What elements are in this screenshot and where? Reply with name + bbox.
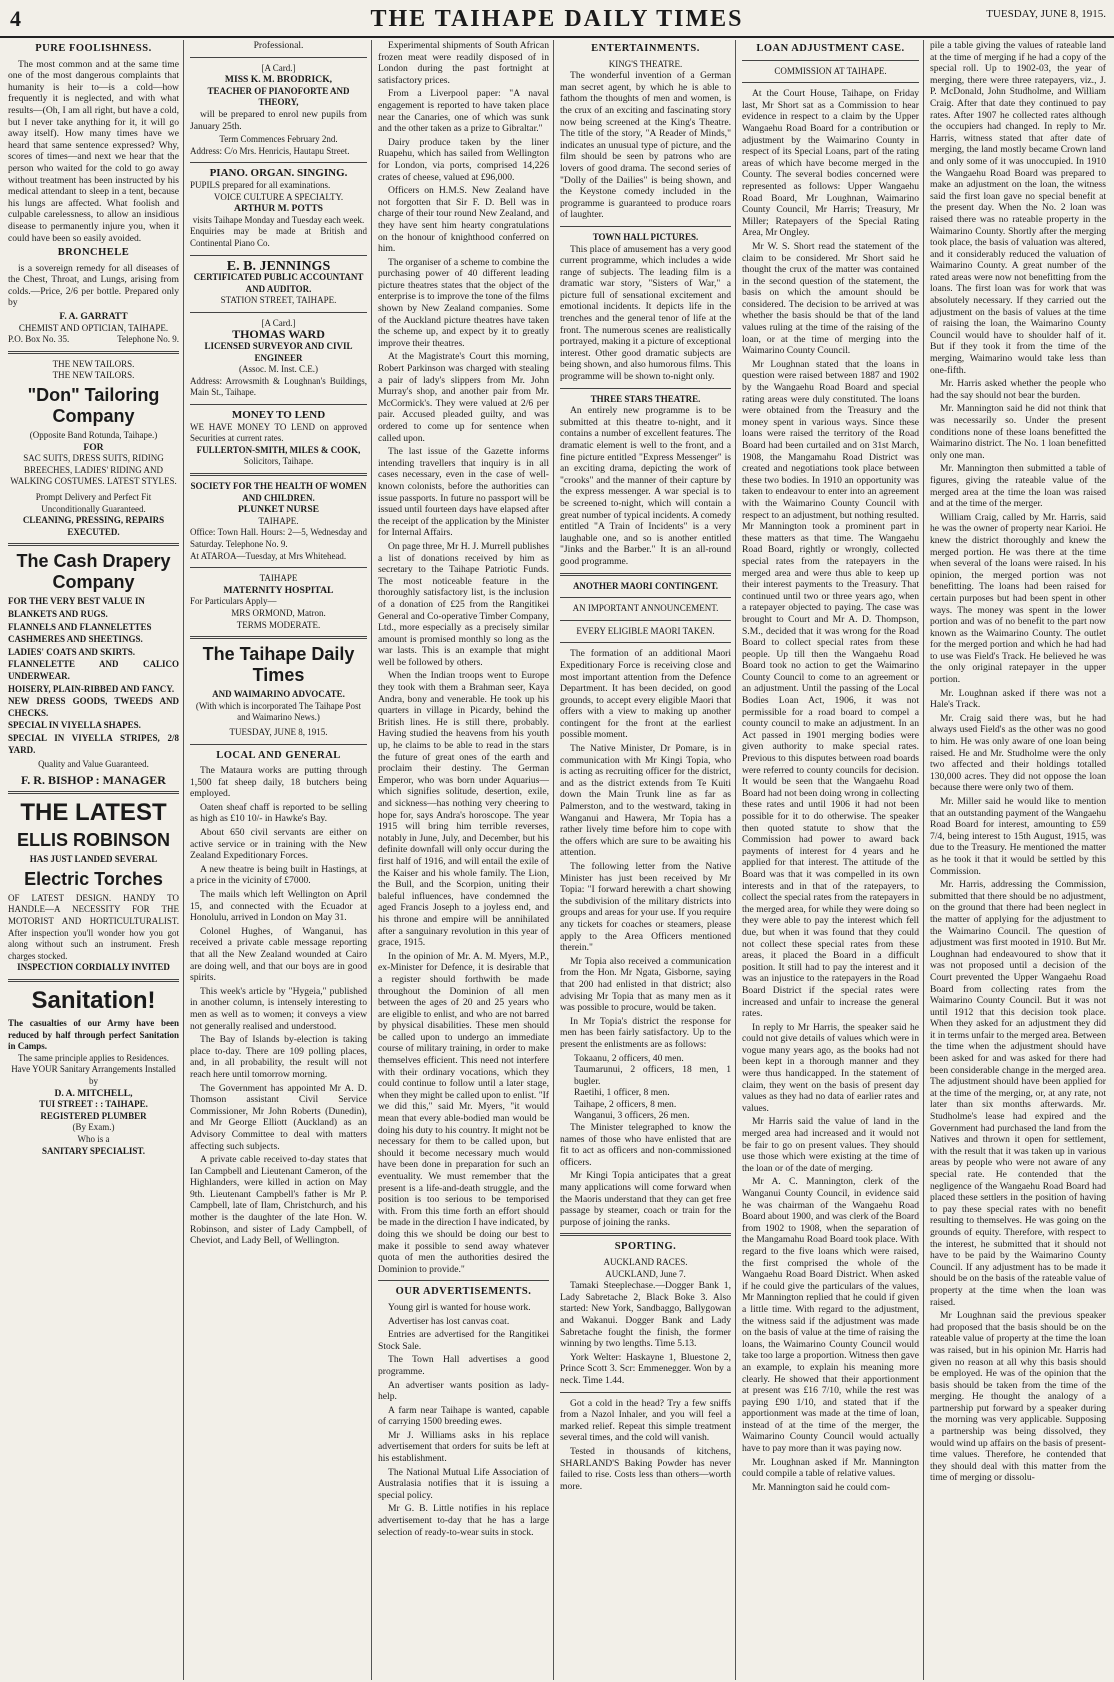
card-term: Term Commences February 2nd. xyxy=(219,134,338,145)
ad-summary: Entries are advertised for the Rangitikei Stock Sale. xyxy=(378,1329,549,1352)
loan-paragraph: At the Court House, Taihape, on Friday last, Mr Short sat as a Commission to hear evidence in respect to a claim by the Upper Wangaehu Road Board for a contribution or adjustment by the Waimarino County in respect of its Special Loans, part of the rating areas of which have become merged in the County. The several bodies concerned were represented as follows: Upper Wangaehu Road Board, Mr Loughnan, Waimarino County Council, Mr Harris; Treasury, Mr Miller; Ratepayers of the Special Rating Area, Mr Ongley. xyxy=(742,88,919,239)
maori-paragraph: The Native Minister, Dr Pomare, is in communication with Mr Kingi Topia, who is acting as recruiting officer for the district, and as the district extends from Te Kuiti down the Main Trunk line as far as Palmerston, and to the westward, taking in Wanganui and Hawera, Mr Topia has a rather lively time before him to cope with the offers which are sure to be awaiting his attention. xyxy=(560,743,731,859)
races-title: AUCKLAND RACES. xyxy=(603,1257,688,1267)
music-voice: VOICE CULTURE A SPECIALTY. xyxy=(213,191,344,202)
kings-theatre-body: The wonderful invention of a German man secret agent, by which he is able to fathom the thoughts of men and women, is the crux of an exciting and fascinating story now being screened at the King's Theatre. The title of the story, "A Reader of Minds," indicates an unusual type of picture, and the film should be seen by patrons who are lovers of good drama. The second series of "Dolly of the Dailies" is being shown, and the Keystone comedy included in the programme is guaranteed to produce roars of laughter. xyxy=(560,70,731,221)
news-item: The last issue of the Gazette informs intending travellers that inquiry is in all cases necessary, even in the case of well-known colonists, before the authorities can issue passports. In future no passport will be issued until fourteen days have elapsed after the receipt of the application by the Minister for Internal Affairs. xyxy=(378,446,549,539)
local-item: A private cable received to-day states that Ian Campbell and Lieutenant Cameron, of the Highlanders, were killed in action on May 9th. Lieutenant Campbell's father is Mr P. Campbell, late of Ilam, Christchurch, and his mother is the daughter of the late Hon. W. Robinson, and sister of Lady Campbell, of Cheviot, and Lady Bell, of Wellington. xyxy=(190,1154,367,1247)
ad-summary: The Town Hall advertises a good programme. xyxy=(378,1354,549,1377)
plumber-street: TUI STREET : : TAIHAPE. xyxy=(39,1099,148,1110)
divider xyxy=(8,791,179,794)
sanitation-body: The casualties of our Army have been reduced by half through perfect Sanitation in Camps. xyxy=(8,1018,179,1052)
sporting-title: SPORTING. xyxy=(614,1241,677,1253)
po-box: P.O. Box No. 35. xyxy=(8,334,70,345)
loan-paragraph: Mr. Miller said he would like to mention that an outstanding payment of the Wangaehu Road Board for interest, amounting to £59 7/4, being interest to 15th August, 1915, was due to the Treasury. He mentioned the matter as he took it that it would be settled by this Commission. xyxy=(930,796,1106,877)
kings-theatre-title: KING'S THEATRE. xyxy=(608,58,683,69)
divider xyxy=(8,543,179,546)
torches-title: Electric Torches xyxy=(24,868,163,889)
divider xyxy=(8,351,179,354)
chemist-name: F. A. GARRATT xyxy=(59,311,128,323)
music-visits: visits Taihape Monday and Tuesday each week. xyxy=(192,214,365,225)
paper-title: The Taihape Daily Times xyxy=(202,644,355,686)
ad-text: is a sovereign remedy for all diseases of the Chest, Throat, and Lungs, arising from colds.—Price, 2/6 per bottle. Prepared only by xyxy=(8,262,179,309)
accountant-role: CERTIFICATED PUBLIC ACCOUNTANT AND AUDITOR. xyxy=(193,272,364,294)
latest-title: THE LATEST xyxy=(20,799,167,827)
divider xyxy=(190,255,367,256)
nurse-office: Office: Town Hall. Hours: 2—5, Wednesday and Saturday. Telephone No. 9. xyxy=(190,527,367,549)
surveyor-role: LICENSED SURVEYOR AND CIVIL ENGINEER xyxy=(204,341,353,363)
loan-paragraph: Mr. Loughnan asked if there was not a Hale's Track. xyxy=(930,687,1106,711)
plumber-specialist: SANITARY SPECIALIST. xyxy=(41,1145,146,1156)
divider xyxy=(560,1392,731,1393)
surveyor-name: THOMAS WARD xyxy=(232,327,325,342)
maori-list-item: Raetihi, 1 officer, 8 men. xyxy=(574,1087,670,1099)
maori-list-item: Wanganui, 3 officers, 26 men. xyxy=(574,1110,690,1122)
local-item: Oaten sheaf chaff is reported to be selling as high as £10 10/- in Hawke's Bay. xyxy=(190,801,367,825)
maori-list xyxy=(560,1053,731,1123)
sanitation-same: The same principle applies to Residences. xyxy=(18,1052,169,1063)
money-title: MONEY TO LEND xyxy=(231,409,326,422)
maternity-matron: MRS ORMOND, Matron. xyxy=(231,607,326,618)
drapery-quality: Quality and Value Guaranteed. xyxy=(38,759,149,770)
professional-heading: Professional. xyxy=(253,40,304,51)
divider xyxy=(560,226,731,227)
telephone: Telephone No. 9. xyxy=(117,334,179,345)
card-text: will be prepared to enrol new pupils from January 25th. xyxy=(190,108,367,132)
town-hall-title: TOWN HALL PICTURES. xyxy=(592,231,699,242)
news-item: When the Indian troops went to Europe they took with them a Brahman seer, Kaya Andra, bony and venerable. He took up his quarters in village in Picardy, behind the British lines. He is still there, probably. Having studied the heavens from his youth up, he claims to be able to read in the stars the future of great ones of the earth and proclaim their destiny. The German Emperor, who was born under Aquarius—which signifies solitude, desertion, exile, and sickness—has nothing very cheering to hope for, says Andra's horoscope. The year 1915 will bring him terrible reverses, notably in June, July, and December, but his definite downfall will only occur during the first half of 1916, and will entail the exile of the Kaiser and his whole family. The Lion, the Bull, and the Scorpion, uniting their baleful influences, have condemned the aged Francis Joseph to a joyless end, and his throne and empire will be annihilated after a sanguinary revolution in this year of grace, 1915. xyxy=(378,670,549,949)
ad-summary: A farm near Taihape is wanted, capable of carrying 1500 breeding ewes. xyxy=(378,1404,549,1428)
surveyor-assoc: (Assoc. M. Inst. C.E.) xyxy=(239,364,318,375)
local-item: This week's article by "Hygeia," published in another column, is intensely interesting to men as well as to women; it conveys a view not generally realised and understood. xyxy=(190,985,367,1032)
local-general-title: LOCAL AND GENERAL xyxy=(216,749,341,761)
tailors-prompt: Prompt Delivery and Perfect Fit Unconditionally Guaranteed. xyxy=(35,492,152,514)
baking-powder-ad: Tested in thousands of kitchens, SHARLAND'S Baking Powder has never failed to rise. Costs less than others—worth more. xyxy=(560,1445,731,1492)
nurse-title: PLUNKET NURSE xyxy=(237,504,320,516)
nurse-town: TAIHAPE. xyxy=(258,515,299,526)
drapery-item: SPECIAL IN VIYELLA SHAPES. xyxy=(8,720,141,731)
divider xyxy=(190,473,367,476)
news-item: The organiser of a scheme to combine the purchasing power of 40 different leading picture theatres states that the object of the enterprise is to improve the tone of the films shown by New Zealand companies. Some of the Auckland picture theatres have taken the scheme up, and expect by it to greatly improve their theatres. xyxy=(378,256,549,349)
ad-summary: Mr G. B. Little notifies in his replace advertisement to-day that he has a large selection of ready-to-wear suits in stock. xyxy=(378,1503,549,1538)
ellis-robinson: ELLIS ROBINSON xyxy=(16,830,170,851)
local-item: The Mataura works are putting through 1,500 fat sheep daily, 18 butchers being employed. xyxy=(190,765,367,800)
accountant-name: E. B. JENNINGS xyxy=(226,258,331,274)
sanitation-have: Have YOUR Sanitary Arrangements Installed by xyxy=(11,1064,176,1086)
column-6 xyxy=(926,40,1110,1680)
loan-paragraph: William Craig, called by Mr. Harris, said he was the owner of property near Karioi. He knew the district thoroughly and knew the merged portion. He was there at the time when several of the loans were raised. In his opinion, the merged portion was not benefitting. The loans had been raised for certain purposes but had been spent in other ways. The money was spent in the lower portion and was of no benefit to the part now known as the Waimarino County. The outlet for the merged portion and which he had had to use was Field's Track. He believed he was the only original ratepayer in the upper portion. xyxy=(930,511,1106,686)
loan-paragraph: Mr W. S. Short read the statement of the claim to be considered. Mr Short said he thought the crux of the matter was contained in the second question of the statement, the basis on which the amount should be considered. The decision to be arrived at was whether the basis should be that of the land values ruling at the time of the raising of the loan, or at the time of merging into the Waimarino County Council. xyxy=(742,240,919,357)
three-stars-body: An entirely new programme is to be submitted at this theatre to-night, and it contains a number of excellent features. The dramatic element is well to the front, and a fine picture entitled "Express Messenger" is an exciting drama, depicting the work of "crooks" and the manner of their capture by the express messenger. A war special is to be screened to-night, which will contain a great number of typical incidents. A comedy entitled "A Train of Incidents" is a very laughable one, and so is another entitled "Jinks and the Barber." It is an all-round good programme. xyxy=(560,405,731,567)
tailoring-company-title: "Don" Tailoring Company xyxy=(27,385,160,427)
newspaper-title: THE TAIHAPE DAILY TIMES xyxy=(370,6,744,32)
our-ads-title: OUR ADVERTISEMENTS. xyxy=(395,1286,532,1298)
drapery-item: SPECIAL IN VIYELLA STRIPES, 2/8 YARD. xyxy=(8,732,179,755)
ad-summary: An advertiser wants position as lady-help. xyxy=(378,1379,549,1403)
news-item: At the Magistrate's Court this morning, Robert Parkinson was charged with stealing a pair of lady's slippers from Mr. John Murray's shop, and another pair from Mr. McCormick's. They were valued at 2/6 per pair. Accused pleaded guilty, and was ordered to come up for sentence when called upon. xyxy=(378,351,549,444)
loan-paragraph: Mr. Loughnan asked if Mr. Mannington could compile a table of relative values. xyxy=(742,1456,919,1480)
inhaler-ad: Got a cold in the head? Try a few sniffs from a Nazol Inhaler, and you will feel a marked relief. Repeat this simple treatment several times, and the cold will vanish. xyxy=(560,1397,731,1444)
column-5 xyxy=(738,40,924,1680)
news-item: On page three, Mr H. J. Murrell publishes a list of donations received by him as secretary to the Taihape Patriotic Funds. The most noticeable feature in the thoroughly satisfactory list, is the inclusion of a donation of £25 from the Rangitikei General and Co-operative Timber Company, Ltd., more especially as a precisely similar amount is promised monthly so long as the war lasts. This is an example that might well be followed by others. xyxy=(378,540,549,668)
maori-subtitle: AN IMPORTANT ANNOUNCEMENT. xyxy=(572,603,719,614)
local-item: About 650 civil servants are either on active service or in training with the New Zealand Expeditionary Forces. xyxy=(190,827,367,862)
music-pupils: PUPILS prepared for all examinations. xyxy=(190,179,331,190)
money-firm: FULLERTON-SMITH, MILES & COOK, xyxy=(196,444,361,455)
maori-list-item: Taumarunui, 2 officers, 18 men, 1 bugler. xyxy=(574,1064,731,1087)
column-2 xyxy=(186,40,372,1680)
chemist-line: CHEMIST AND OPTICIAN, TAIHAPE. xyxy=(18,322,169,333)
paper-subtitle: AND WAIMARINO ADVOCATE. xyxy=(212,689,345,700)
music-heading: PIANO. ORGAN. SINGING. xyxy=(209,167,348,180)
money-text: WE HAVE MONEY TO LEND on approved Securities at current rates. xyxy=(190,421,367,444)
society-title: SOCIETY FOR THE HEALTH OF WOMEN AND CHILDREN. xyxy=(190,481,367,503)
entertainments-title: ENTERTAINMENTS. xyxy=(591,43,700,54)
divider xyxy=(742,60,919,61)
tailors-for: FOR xyxy=(83,441,104,453)
races-dateline: AUCKLAND, June 7. xyxy=(605,1268,686,1279)
divider xyxy=(560,597,731,598)
card-label: [A Card.] xyxy=(261,62,296,73)
loan-paragraph: Mr. Harris, addressing the Commission, submitted that there should be no adjustment, on the ground that there had been neglect in the matter of applying for the adjustment to the Waimarino Council. The question of adjustment was first mooted in 1910. But Mr. Loughnan had endeavoured to show that it was not proposed until a decision of the Court prevented the Upper Wangaehu Road Board from collecting rates from the Waimarino County Council. But it was not until 1912 that this decision took place. When they asked for an adjustment they did it in terms unfair to the merged area. Between the time when the adjustment should have been asked for and was asked for there had been considerable change in the merged area. The adjustment should have been applied for at the time of the merging, or, at any rate, not later than six months afterwards. Mr. Studholme's lease had expired and the Government had purchased the land from the Natives and thrown it open for settlement, with the result that it was taken up in various areas by people who were not aware of any special rate. He contended that the negligence of the Wangaehu Road Board had placed these settlers in the position of having to pay these special rates with no benefit resulting to themselves. He was going on the grounds of equity. Therefore, with respect to the interest, he submitted that it should not have to be paid by the Waimarino County Council. If any adjustment has to be made it should be on the basis of the rateable value of property at the time when the loan was raised. xyxy=(930,879,1106,1308)
cash-drapery-title: The Cash Drapery Company xyxy=(16,551,171,593)
maternity-terms: TERMS MODERATE. xyxy=(236,619,321,630)
maori-paragraph: In Mr Topia's district the response for men has been fairly satisfactory. Up to the present the enlistments are as follows: xyxy=(560,1015,731,1050)
drapery-item: HOISERY, PLAIN-RIBBED AND FANCY. xyxy=(8,683,175,694)
tailors-pre: THE NEW TAILORS. xyxy=(52,358,135,369)
news-item: In the opinion of Mr. A. M. Myers, M.P., ex-Minister for Defence, it is desirable that a register should forthwith be made throughout the Dominion of all men between the ages of 20 and 25 years who are eligible to enlist, and who are not barred by physical disabilities. These men should be called upon to undergo an immediate course of military training, in order to make themselves efficient. This need not interfere with their ordinary vocations, which they could continue to follow until a later stage, when they might be called upon to enlist. "If we did this," said Mr. Myers, "it would mean that every able-bodied man would be doing his duty to his country. It might not be necessary for them to be called upon, but should it become necessary much would have been done in preparation for such an eventuality. We must remember that the present is a life-and-death struggle, and the position is too serious to be temporised with. From this time forth an effort should be made in the direction I have indicated, by doing this we should be doing our best to make it possible to send away whatever quota of men the authorities desired the Dominion to provide." xyxy=(378,950,549,1275)
divider xyxy=(8,979,179,982)
drapery-item: BLANKETS AND RUGS. xyxy=(8,608,108,619)
maori-paragraph: Mr Kingi Topia anticipates that a great many applications will come forward when the Maoris understand that they can get free passage by steamer, coach or train for the purpose of joining the ranks. xyxy=(560,1170,731,1228)
divider xyxy=(190,162,367,163)
races-york: York Welter: Haskayne 1, Bluestone 2, Prince Scott 3. Scr: Emmenegger. Won by a neck. Time 1.44. xyxy=(560,1351,731,1386)
accountant-address: STATION STREET, TAIHAPE. xyxy=(220,295,337,306)
money-solicitors: Solicitors, Taihape. xyxy=(243,456,314,467)
card-label: [A Card.] xyxy=(261,317,296,328)
drapery-item: FLANNELETTE AND CALICO UNDERWEAR. xyxy=(8,659,179,681)
maori-subtitle: EVERY ELIGIBLE MAORI TAKEN. xyxy=(576,625,715,636)
news-item: Officers on H.M.S. New Zealand have not forgotten that Sir F. D. Bell was in charge of their tour round New Zealand, and they have sent him hearty congratulations on the honour of knighthood conferred on him. xyxy=(378,185,549,255)
town-hall-body: This place of amusement has a very good current programme, which includes a wide range of subjects. The leading film is a dramatic war story, "Sisters of War," a picture full of sensational excitement and emotional incidents. It depicts life in the trenches and the general tenor of life at the front. The numerous scenes are realistically portrayed, making it a picture of exceptional interest. Other good dramatic subjects are being shown, and also humorous films. This programme will be shown to-night only. xyxy=(560,243,731,383)
drapery-item: FLANNELS AND FLANNELETTES xyxy=(8,621,152,632)
divider xyxy=(190,567,367,568)
tailors-pre: THE NEW TAILORS. xyxy=(52,370,135,381)
ad-summary: Young girl is wanted for house work. xyxy=(388,1301,531,1313)
music-teacher: ARTHUR M. POTTS xyxy=(234,203,323,215)
local-item: A new theatre is being built in Hastings, at a price in the vicinity of £7000. xyxy=(190,863,367,887)
paper-date: TUESDAY, JUNE 8, 1915. xyxy=(229,726,328,737)
tailors-list: SAC SUITS, DRESS SUITS, RIDING BREECHES, LADIES' RIDING AND WALKING COSTUMES. LATEST STYLES. xyxy=(10,453,177,487)
loan-paragraph: Mr. Mannington then submitted a table of figures, giving the rateable value of the merged area at the time the loan was raised and at the time of the merger. xyxy=(930,463,1106,510)
inspection-invited: INSPECTION CORDIALLY INVITED xyxy=(17,962,170,973)
maori-list-item: Taihape, 2 officers, 8 men. xyxy=(574,1098,677,1110)
maori-title: ANOTHER MAORI CONTINGENT. xyxy=(572,580,719,591)
ad-summary: The National Mutual Life Association of Australasia notifies that it is issuing a special policy. xyxy=(378,1466,549,1501)
divider xyxy=(742,82,919,83)
column-4 xyxy=(556,40,736,1680)
card-role: TEACHER OF PIANOFORTE AND THEORY, xyxy=(207,85,350,108)
card-name: MISS K. M. BRODRICK, xyxy=(224,74,333,86)
maternity-for: For Particulars Apply— xyxy=(190,596,277,607)
divider xyxy=(560,620,731,621)
ad-brand: BRONCHELE xyxy=(57,247,130,259)
divider xyxy=(190,636,367,639)
divider xyxy=(560,388,731,389)
card-address: Address: C/o Mrs. Henricis, Hautapu Street. xyxy=(190,145,350,156)
nurse-ataroa: At ATAROA—Tuesday, at Mrs Whitehead. xyxy=(190,550,347,561)
paper-note: (With which is incorporated The Taihape Post and Waimarino News.) xyxy=(195,700,362,723)
plumber-who: Who is a xyxy=(77,1133,110,1144)
news-item: Experimental shipments of South African frozen meat were readily disposed of in London during the past fortnight at satisfactory prices. xyxy=(378,40,549,86)
maori-list-item: Tokaanu, 2 officers, 40 men. xyxy=(574,1052,684,1064)
loan-case-title: LOAN ADJUSTMENT CASE. xyxy=(756,43,905,54)
drapery-item: CASHMERES AND SHEETINGS. xyxy=(8,634,143,645)
local-item: Colonel Hughes, of Wanganui, has received a private cable message reporting that all the New Zealand wounded at Cairo are doing well, and that our boys are in good spirits. xyxy=(190,925,367,984)
news-item: From a Liverpool paper: "A naval engagement is reported to have taken place near the Canaries, one of which was sunk and the other taken as a prize to Gibraltar." xyxy=(378,88,549,135)
loan-case-subtitle: COMMISSION AT TAIHAPE. xyxy=(774,65,887,76)
music-enquiries: Enquiries may be made at British and Continental Piano Co. xyxy=(190,226,367,248)
local-item: The Government has appointed Mr A. D. Thomson assistant Civil Service Commissioner, Mr John Roberts (Dunedin), and Mr George Elliott (Auckland) as an Advisory Committee to deal with matters affecting such subjects. xyxy=(190,1082,367,1152)
divider xyxy=(190,404,367,405)
tailors-cleaning: CLEANING, PRESSING, REPAIRS EXECUTED. xyxy=(22,515,165,537)
drapery-item: NEW DRESS GOODS, TWEEDS AND CHECKS. xyxy=(8,696,179,718)
masthead xyxy=(0,0,1114,38)
ad-text: The most common and at the same time one of the most dangerous complaints that humanity is heir to—is a cold—how frequently it is neglected, and with what results—(Oh, I am all right, but have a cold, but I never take anything for it, it will go away itself). How many times have we heard that same sentence expressed? Why, scores of times—and next we hear that the person who waited for the cold to go away without treatment has been instructed by his medical attendant to sleep in a tent, because his lungs are affected. What foolish and culpable carelessness, to allow an insidious disease to permanently injure you, when it could have been so easily avoided. xyxy=(8,58,179,244)
torches-body: OF LATEST DESIGN. HANDY TO HANDLE—A NECESSITY FOR THE MOTORIST AND HORTICULTURALIST. After inspection you'll wonder how you got along without such an instrument. Fresh charges stocked. xyxy=(8,892,179,961)
plumber-registered: REGISTERED PLUMBER xyxy=(40,1110,147,1121)
loan-paragraph: Mr Loughnan stated that the loans in question were raised between 1887 and 1902 by the Wangaehu Road Board and special rating areas were duly constituted. The loans were obtained from the Treasury and the money spent in various ways. Since these loans were raised the territory of the Road Board had been curtailed and on 31st March, 1908, the Mangamahu Road District was created and negotiations took place between these two bodies. In 1910 an opportunity was taken to endeavour to enter into an agreement with the Waimarino County Council with respect to an adjustment, but nothing resulted. Mr Mannington took a prominent part in these matters as that time. The Wangaehu Road Board, rightly or wrongly, collected special rates from the ratepayers in the merged area and were thus able to keep up their interest payments to the Treasury. That continued until two or three years ago, when a ratepayer objected to paying. The case was brought to Court and Mr A. D. Thompson, S.M., decided that it was wrong for the Road Board to collect special rates from these people. Up till then the Wangaehu Road Board took no action to get the Waimarino County Council to come to an agreement or an adjustment. Until the passing of the Local Bodies Loan Act, 1906, it was not permissible for a road board to compel a county council to make an adjustment. In an Act passed in 1901 merging bodies were given authority to make special rates. Previous to this disputes between road boards were referred to county councils for decision. It would be seen that the Wangaehu Road Board had not been doing wrong in collecting these rates and until 1906 it had not been possible for it to do otherwise. The speaker then quoted statute to show that the Commission had power to award back payments of interest for 4 years and he applied for that interest. The attitude of the Board was that it was compelled in its own interests and in that of the ratepayers, to collect the special rates from the ratepayers in the merged area, for while they were doing so they were able to pay the interest which fell due, but when it was found that they could not collect these special rates from these areas, it placed the Board in a difficult position. It still had to pay the interest and it was an injustice to the ratepayers in the Road Board District if the special rates were increased and unfair to increase the general rates. xyxy=(742,358,919,1020)
plumber-exam: (By Exam.) xyxy=(72,1122,115,1133)
drapery-manager: F. R. BISHOP : MANAGER xyxy=(21,772,166,787)
news-item: Dairy produce taken by the liner Ruapehu, which has sailed from Wellington for London, via ports, comprised 14,226 crates of cheese, valued at £96,000. xyxy=(378,136,549,183)
divider xyxy=(190,57,367,58)
divider xyxy=(190,312,367,313)
divider xyxy=(560,642,731,643)
ad-title-foolishness: PURE FOOLISHNESS. xyxy=(35,43,152,54)
column-3 xyxy=(374,40,554,1680)
issue-date: TUESDAY, JUNE 8, 1915. xyxy=(986,8,1106,20)
loan-paragraph: Mr Loughnan said the previous speaker had proposed that the basis should be on the rateable value of property at the time the loan was raised, but in his opinion Mr. Harris had given no reason at all why this basis should be employed. He was of the opinion that the basis should be taken from the time of the merging. He thought the analogy of a partnership put forward by a speaker during the morning was very applicable. Supposing a partnership was being dissolved, they would wind up affairs on the basis of present-time values. Therefore, he contended that they should deal with this matter from the time of merging or dissolu- xyxy=(930,1310,1106,1484)
loan-paragraph: Mr. Harris asked whether the people who had the say should not bear the burden. xyxy=(930,378,1106,401)
loan-paragraph: In reply to Mr Harris, the speaker said he could not give details of values which were in vogue many years ago, as the books had not been kept in a thorough manner and they were thus handicapped. In the statement of claim, they went on the basis of present day values as they had no data of earlier rates and values. xyxy=(742,1021,919,1114)
column-1 xyxy=(4,40,184,1680)
loan-paragraph: Mr. Craig said there was, but he had always used Field's as the other was no good to him. He was only aware of one loan being raised. He and Mr. Studholme were the only two affected and their holdings totalled 130,000 acres. They did not oppose the loan because there were only two of them. xyxy=(930,712,1106,794)
ad-summary: Mr J. Williams asks in his replace advertisement that orders for suits be left at his establishment. xyxy=(378,1429,549,1465)
drapery-for: FOR THE VERY BEST VALUE IN xyxy=(8,596,145,607)
divider xyxy=(560,573,731,576)
maternity-title: MATERNITY HOSPITAL xyxy=(223,584,334,596)
maori-paragraph: The Minister telegraphed to know the names of those who have enlisted that are fit to act as officers and non-commissioned officers. xyxy=(560,1122,731,1168)
sanitation-title: Sanitation! xyxy=(31,987,156,1015)
three-stars-title: THREE STARS THEATRE. xyxy=(590,393,701,404)
maori-paragraph: The formation of an additional Maori Expeditionary Force is receiving close and most important attention from the Defence Department. It has been decided, on good grounds, to accept every eligible Maori that offers with a view to making up another contingent for the front at the earliest possible moment. xyxy=(560,648,731,741)
local-item: The mails which left Wellington on April 15, and connected with the Ecuador at Honolulu, arrived in London on May 31. xyxy=(190,889,367,924)
divider xyxy=(378,1280,549,1281)
surveyor-address: Address: Arrowsmith & Loughnan's Buildings, Main St., Taihape. xyxy=(190,375,367,398)
loan-paragraph: Mr. Mannington said he could com- xyxy=(752,1481,891,1493)
loan-paragraph: Mr Harris said the value of land in the merged area had increased and it would not be fair to go on present values. They should use those which were existing at the time of the loan or of the date of merging. xyxy=(742,1116,919,1174)
page-number: 4 xyxy=(10,6,21,31)
maternity-pre: TAIHAPE xyxy=(259,573,298,584)
maori-paragraph: Mr Topia also received a communication from the Hon. Mr Ngata, Gisborne, saying that 200 had enlisted in that district; also advising Mr Topia that as many men as it was possible to procure, would be taken. xyxy=(560,955,731,1014)
loan-paragraph: Mr A. C. Mannington, clerk of the Wanganui County Council, in evidence said he was chairman of the Wangaehu Road Board about 1900, and was clerk of the Board from 1902 to 1908, when the separation of the Mangamahu Road Board took place. With regard to the five loans which were raised, the first comprised the whole of the Wangaehu Road Board District. When asked if he could give the particulars of the values, Mr Mannington replied that he could if given a little time. With regard to the adjustment, the witness said if the adjustment was made on the basis of value at the time of raising the loans, the Waimarino County Council would take too large a proportion. Witness then gave an example, to explain his meaning more clearly. He showed that their apportionment at present was £16 7/10, while the rest was paying £90 1/10, and stated that if the apportionment was made at the time of loan, instead of at the time of the merger, the Waimarino County Council would actually have to pay more than it was paying now. xyxy=(742,1176,919,1455)
divider xyxy=(190,744,367,745)
loan-paragraph: Mr. Mannington said he did not think that was necessarily so. Under the present conditions none of these loans benefitted the Waimarino district. The No. 1 loan benefitted only one man. xyxy=(930,403,1106,461)
chemist-contact xyxy=(8,334,179,346)
local-item: The Bay of Islands by-election is taking place to-day. There are 109 polling places, and, in all probability, the result will not reach here until tomorrow morning. xyxy=(190,1034,367,1080)
divider xyxy=(560,1233,731,1236)
plumber-name: D. A. MITCHELL, xyxy=(54,1087,133,1099)
drapery-item: LADIES' COATS AND SKIRTS. xyxy=(8,646,136,657)
landed-line: HAS JUST LANDED SEVERAL xyxy=(29,854,158,865)
races-body: Tamaki Steeplechase.—Dogger Bank 1, Lady Sabretache 2, Black Boke 3. Also started: New York, Sandbaggo, Ballygowan and Wakanui. Dogger Bank and Lady Sabretache fought the finish, the former winning by two lengths. Time 5.13. xyxy=(560,1280,731,1350)
tailors-address: (Opposite Band Rotunda, Taihape.) xyxy=(29,430,158,441)
loan-paragraph: pile a table giving the values of rateable land at the time of merging if he had a copy of the special roll. Up to 1902-03, the year of merging, there were three ratepayers, viz., J. P. McDonald, John Studholme, and William Craig. After that date they continued to pay rates. After 1907 he collected rates although the occupiers had changed. In reply to Mr. Harris, witness stated that after date of merging, the land mostly became Crown land and only some of it was unoccupied. In 1910 the Wangaehu Road Board was prepared to make an adjustment on the loan, the witness said the first loan gave no special benefit at the present day. When the No. 2 loan was raised there was no rateable property in the Waimarino County. Shortly after the merging took place, the basis of valuation was altered, and it considerably reduced the valuation of Waimarino County. A great number of the rated areas were now not benefitting from the loans. The first loan was for work that was absolutely necessary. If they carried out the adjustment on the basis of values at the time of raising the loan, the Waimarino County Council would have to shoulder half of it. But if they took it from the time of the merging, Waimarino would take less than one-fifth. xyxy=(930,40,1106,376)
maori-paragraph: The following letter from the Native Minister has just been received by Mr Topia: "I forward herewith a chart showing the subdivision of the military districts into groups and areas for your use. If you require any tickets for coaches or steamers, please apply to the Area Officers mentioned therein." xyxy=(560,861,731,954)
ad-summary: Advertiser has lost canvas coat. xyxy=(388,1315,510,1327)
